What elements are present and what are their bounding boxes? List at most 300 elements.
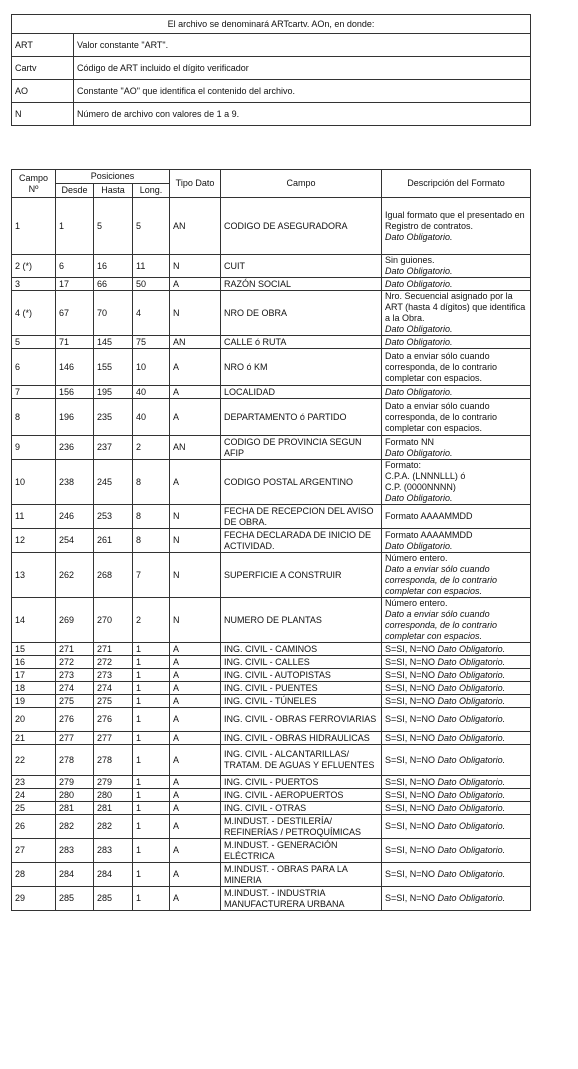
format-text: Nro. Secuencial asignado por la ART (hasta 4 dígitos) que identifica a la Obra. xyxy=(385,291,526,323)
header-campo: Campo xyxy=(221,170,382,198)
obligatorio-note: Dato Obligatorio. xyxy=(437,893,506,903)
format-description xyxy=(382,553,531,598)
table-row xyxy=(12,732,531,745)
format-description xyxy=(382,776,531,789)
field-name: ING. CIVIL - PUENTES xyxy=(221,682,382,695)
pos-desde: 281 xyxy=(56,802,94,815)
format-text: Formato AAAAMMDD xyxy=(385,529,473,540)
format-text: S=SI, N=NO xyxy=(385,754,436,765)
field-name: NUMERO DE PLANTAS xyxy=(221,598,382,643)
pos-hasta: 277 xyxy=(94,732,133,745)
field-number: 16 xyxy=(12,656,56,669)
pos-desde: 254 xyxy=(56,529,94,553)
field-number: 7 xyxy=(12,386,56,399)
field-number: 25 xyxy=(12,802,56,815)
field-name: RAZÓN SOCIAL xyxy=(221,278,382,291)
obligatorio-note: Dato Obligatorio. xyxy=(385,447,453,458)
field-name: M.INDUST. - INDUSTRIA MANUFACTURERA URBANA xyxy=(221,887,382,911)
pos-long: 8 xyxy=(133,505,170,529)
field-number: 27 xyxy=(12,839,56,863)
format-text: S=SI, N=NO xyxy=(385,789,436,800)
format-text: Número entero. xyxy=(385,598,448,608)
field-name: ING. CIVIL - CALLES xyxy=(221,656,382,669)
obligatorio-note: Dato Obligatorio. xyxy=(385,324,453,334)
table-row xyxy=(12,399,531,436)
format-text: S=SI, N=NO xyxy=(385,695,436,706)
pos-long: 1 xyxy=(133,863,170,887)
pos-desde: 279 xyxy=(56,776,94,789)
format-text: S=SI, N=NO xyxy=(385,802,436,813)
table-row xyxy=(12,278,531,291)
table-row xyxy=(12,776,531,789)
pos-long: 1 xyxy=(133,802,170,815)
table-row xyxy=(12,887,531,911)
format-description xyxy=(382,669,531,682)
format-description xyxy=(382,460,531,505)
field-name: ING. CIVIL - OBRAS FERROVIARIAS xyxy=(221,708,382,732)
obligatorio-note: Dato Obligatorio. xyxy=(385,231,453,242)
field-number: 12 xyxy=(12,529,56,553)
format-description xyxy=(382,656,531,669)
field-name: NRO DE OBRA xyxy=(221,291,382,336)
pos-desde: 285 xyxy=(56,887,94,911)
field-number: 22 xyxy=(12,745,56,776)
field-format-table xyxy=(11,169,531,911)
definition-value: Código de ART incluido el dígito verificador xyxy=(74,57,531,80)
pos-long: 1 xyxy=(133,745,170,776)
data-type: A xyxy=(170,278,221,291)
field-number: 19 xyxy=(12,695,56,708)
definition-row xyxy=(12,57,531,80)
data-type: AN xyxy=(170,336,221,349)
format-description xyxy=(382,436,531,460)
pos-long: 1 xyxy=(133,708,170,732)
pos-desde: 282 xyxy=(56,815,94,839)
format-text: S=SI, N=NO xyxy=(385,845,436,855)
field-name: CODIGO POSTAL ARGENTINO xyxy=(221,460,382,505)
pos-hasta: 66 xyxy=(94,278,133,291)
pos-desde: 274 xyxy=(56,682,94,695)
field-number: 29 xyxy=(12,887,56,911)
definition-row xyxy=(12,34,531,57)
pos-desde: 1 xyxy=(56,198,94,255)
table-row xyxy=(12,669,531,682)
pos-hasta: 268 xyxy=(94,553,133,598)
obligatorio-note: Dato Obligatorio. xyxy=(437,643,506,654)
definition-row xyxy=(12,103,531,126)
table-row xyxy=(12,643,531,656)
pos-long: 50 xyxy=(133,278,170,291)
field-name: ING. CIVIL - PUERTOS xyxy=(221,776,382,789)
pos-long: 11 xyxy=(133,255,170,278)
pos-desde: 67 xyxy=(56,291,94,336)
pos-desde: 277 xyxy=(56,732,94,745)
pos-hasta: 145 xyxy=(94,336,133,349)
format-description xyxy=(382,255,531,278)
format-text: S=SI, N=NO xyxy=(385,682,436,693)
table-row xyxy=(12,198,531,255)
pos-long: 10 xyxy=(133,349,170,386)
data-type: A xyxy=(170,695,221,708)
format-description xyxy=(382,399,531,436)
format-text: S=SI, N=NO xyxy=(385,776,436,787)
field-number: 5 xyxy=(12,336,56,349)
field-number: 15 xyxy=(12,643,56,656)
pos-desde: 238 xyxy=(56,460,94,505)
format-description xyxy=(382,732,531,745)
pos-long: 1 xyxy=(133,776,170,789)
table-row xyxy=(12,529,531,553)
pos-hasta: 253 xyxy=(94,505,133,529)
format-text: S=SI, N=NO xyxy=(385,714,436,724)
filename-title: El archivo se denominará ARTcartv. AOn, en donde: xyxy=(12,15,531,34)
header-hasta: Hasta xyxy=(94,184,133,198)
definition-key: Cartv xyxy=(12,57,74,80)
data-type: A xyxy=(170,349,221,386)
obligatorio-note: Dato Obligatorio. xyxy=(437,821,506,831)
field-name: CODIGO DE ASEGURADORA xyxy=(221,198,382,255)
table-row xyxy=(12,745,531,776)
definition-row xyxy=(12,80,531,103)
pos-long: 40 xyxy=(133,399,170,436)
field-number: 28 xyxy=(12,863,56,887)
obligatorio-note: Dato Obligatorio. xyxy=(385,336,453,347)
pos-long: 1 xyxy=(133,887,170,911)
pos-long: 1 xyxy=(133,682,170,695)
pos-hasta: 280 xyxy=(94,789,133,802)
data-type: A xyxy=(170,776,221,789)
obligatorio-note: Dato Obligatorio. xyxy=(437,669,506,680)
obligatorio-note: Dato a enviar sólo cuando corresponda, de lo contrario completar con espacios. xyxy=(385,564,498,596)
obligatorio-note: Dato Obligatorio. xyxy=(437,754,506,765)
pos-desde: 196 xyxy=(56,399,94,436)
field-name: M.INDUST. - GENERACIÓN ELÉCTRICA xyxy=(221,839,382,863)
data-type: A xyxy=(170,399,221,436)
pos-hasta: 195 xyxy=(94,386,133,399)
field-number: 4 (*) xyxy=(12,291,56,336)
table-row xyxy=(12,553,531,598)
table-row xyxy=(12,436,531,460)
table-row xyxy=(12,349,531,386)
field-number: 13 xyxy=(12,553,56,598)
data-type: A xyxy=(170,887,221,911)
obligatorio-note: Dato Obligatorio. xyxy=(437,682,506,693)
format-description xyxy=(382,336,531,349)
field-number: 17 xyxy=(12,669,56,682)
field-number: 10 xyxy=(12,460,56,505)
pos-desde: 284 xyxy=(56,863,94,887)
obligatorio-note: Dato Obligatorio. xyxy=(385,266,453,276)
pos-desde: 71 xyxy=(56,336,94,349)
field-rows xyxy=(12,198,531,911)
header-campo-number: Campo Nº xyxy=(12,170,56,198)
pos-hasta: 155 xyxy=(94,349,133,386)
pos-desde: 156 xyxy=(56,386,94,399)
field-name: ING. CIVIL - TÚNELES xyxy=(221,695,382,708)
field-name: CALLE ó RUTA xyxy=(221,336,382,349)
pos-hasta: 275 xyxy=(94,695,133,708)
pos-long: 1 xyxy=(133,669,170,682)
obligatorio-note: Dato Obligatorio. xyxy=(437,789,506,800)
pos-desde: 146 xyxy=(56,349,94,386)
field-name: ING. CIVIL - AUTOPISTAS xyxy=(221,669,382,682)
data-type: A xyxy=(170,669,221,682)
table-row xyxy=(12,505,531,529)
table-row xyxy=(12,802,531,815)
obligatorio-note: Dato Obligatorio. xyxy=(437,845,506,855)
definition-key: N xyxy=(12,103,74,126)
data-type: A xyxy=(170,460,221,505)
pos-desde: 269 xyxy=(56,598,94,643)
data-type: N xyxy=(170,291,221,336)
format-description xyxy=(382,745,531,776)
field-name: FECHA DE RECEPCION DEL AVISO DE OBRA. xyxy=(221,505,382,529)
obligatorio-note: Dato Obligatorio. xyxy=(437,802,506,813)
format-description xyxy=(382,598,531,643)
format-text: Dato a enviar sólo cuando corresponda, de lo contrario completar con espacios. xyxy=(385,350,498,383)
definition-key: AO xyxy=(12,80,74,103)
pos-hasta: 279 xyxy=(94,776,133,789)
obligatorio-note: Dato Obligatorio. xyxy=(437,695,506,706)
pos-long: 1 xyxy=(133,732,170,745)
table-row xyxy=(12,386,531,399)
header-descripcion: Descripción del Formato xyxy=(382,170,531,198)
format-description xyxy=(382,349,531,386)
definition-value: Constante "AO" que identifica el contenido del archivo. xyxy=(74,80,531,103)
field-number: 21 xyxy=(12,732,56,745)
pos-hasta: 16 xyxy=(94,255,133,278)
field-number: 20 xyxy=(12,708,56,732)
pos-hasta: 261 xyxy=(94,529,133,553)
format-text: S=SI, N=NO xyxy=(385,821,436,831)
format-description xyxy=(382,839,531,863)
pos-long: 7 xyxy=(133,553,170,598)
field-number: 26 xyxy=(12,815,56,839)
format-text: Igual formato que el presentado en Registro de contratos. xyxy=(385,209,525,231)
field-name: ING. CIVIL - CAMINOS xyxy=(221,643,382,656)
obligatorio-note: Dato a enviar sólo cuando corresponda, de lo contrario completar con espacios. xyxy=(385,609,498,641)
format-description xyxy=(382,643,531,656)
field-number: 24 xyxy=(12,789,56,802)
pos-desde: 280 xyxy=(56,789,94,802)
obligatorio-note: Dato Obligatorio. xyxy=(385,493,453,503)
format-description xyxy=(382,682,531,695)
field-name: LOCALIDAD xyxy=(221,386,382,399)
pos-hasta: 284 xyxy=(94,863,133,887)
table-row xyxy=(12,863,531,887)
definition-value: Valor constante "ART". xyxy=(74,34,531,57)
field-name: NRO ó KM xyxy=(221,349,382,386)
obligatorio-note: Dato Obligatorio. xyxy=(437,869,506,879)
field-name: ING. CIVIL - OTRAS xyxy=(221,802,382,815)
data-type: A xyxy=(170,682,221,695)
data-type: N xyxy=(170,598,221,643)
format-text: Formato NN xyxy=(385,436,435,447)
obligatorio-note: Dato Obligatorio. xyxy=(437,714,506,724)
table-row xyxy=(12,598,531,643)
pos-long: 8 xyxy=(133,529,170,553)
table-row xyxy=(12,789,531,802)
definition-key: ART xyxy=(12,34,74,57)
definition-value: Número de archivo con valores de 1 a 9. xyxy=(74,103,531,126)
field-number: 11 xyxy=(12,505,56,529)
header-long: Long. xyxy=(133,184,170,198)
header-desde: Desde xyxy=(56,184,94,198)
data-type: N xyxy=(170,255,221,278)
field-name: M.INDUST. - DESTILERÍA/ REFINERÍAS / PETROQUÍMICAS xyxy=(221,815,382,839)
pos-desde: 272 xyxy=(56,656,94,669)
obligatorio-note: Dato Obligatorio. xyxy=(437,656,506,667)
pos-hasta: 273 xyxy=(94,669,133,682)
pos-desde: 273 xyxy=(56,669,94,682)
format-text: Sin guiones. xyxy=(385,255,435,265)
field-name: ING. CIVIL - OBRAS HIDRAULICAS xyxy=(221,732,382,745)
header-tipo-dato: Tipo Dato xyxy=(170,170,221,198)
pos-hasta: 237 xyxy=(94,436,133,460)
format-description xyxy=(382,802,531,815)
obligatorio-note: Dato Obligatorio. xyxy=(385,386,453,397)
data-type: A xyxy=(170,386,221,399)
table-row xyxy=(12,682,531,695)
table-row xyxy=(12,839,531,863)
pos-hasta: 281 xyxy=(94,802,133,815)
pos-hasta: 5 xyxy=(94,198,133,255)
obligatorio-note: Dato Obligatorio. xyxy=(385,540,453,551)
data-type: A xyxy=(170,732,221,745)
format-description xyxy=(382,815,531,839)
format-description xyxy=(382,695,531,708)
pos-hasta: 245 xyxy=(94,460,133,505)
pos-long: 1 xyxy=(133,656,170,669)
obligatorio-note: Dato Obligatorio. xyxy=(437,732,506,743)
field-number: 23 xyxy=(12,776,56,789)
pos-long: 2 xyxy=(133,436,170,460)
data-type: A xyxy=(170,656,221,669)
format-text: Dato a enviar sólo cuando corresponda, de lo contrario completar con espacios. xyxy=(385,400,498,433)
field-number: 1 xyxy=(12,198,56,255)
pos-desde: 278 xyxy=(56,745,94,776)
data-type: AN xyxy=(170,436,221,460)
pos-hasta: 278 xyxy=(94,745,133,776)
format-text: Formato AAAAMMDD xyxy=(385,511,473,521)
pos-desde: 17 xyxy=(56,278,94,291)
pos-long: 4 xyxy=(133,291,170,336)
table-row xyxy=(12,255,531,278)
field-name: CODIGO DE PROVINCIA SEGUN AFIP xyxy=(221,436,382,460)
data-type: N xyxy=(170,529,221,553)
format-description xyxy=(382,505,531,529)
header-posiciones: Posiciones xyxy=(56,170,170,184)
table-row xyxy=(12,656,531,669)
data-type: N xyxy=(170,553,221,598)
data-type: A xyxy=(170,863,221,887)
pos-hasta: 283 xyxy=(94,839,133,863)
pos-long: 2 xyxy=(133,598,170,643)
pos-long: 8 xyxy=(133,460,170,505)
field-number: 6 xyxy=(12,349,56,386)
data-type: A xyxy=(170,643,221,656)
pos-long: 1 xyxy=(133,643,170,656)
format-description xyxy=(382,529,531,553)
table-row xyxy=(12,695,531,708)
field-number: 14 xyxy=(12,598,56,643)
pos-desde: 236 xyxy=(56,436,94,460)
field-name: ING. CIVIL - ALCANTARILLAS/ TRATAM. DE AGUAS Y EFLUENTES xyxy=(221,745,382,776)
pos-desde: 283 xyxy=(56,839,94,863)
pos-hasta: 70 xyxy=(94,291,133,336)
field-number: 18 xyxy=(12,682,56,695)
obligatorio-note: Dato Obligatorio. xyxy=(385,278,453,289)
pos-desde: 262 xyxy=(56,553,94,598)
data-type: A xyxy=(170,745,221,776)
field-name: ING. CIVIL - AEROPUERTOS xyxy=(221,789,382,802)
pos-hasta: 272 xyxy=(94,656,133,669)
field-number: 3 xyxy=(12,278,56,291)
format-description xyxy=(382,789,531,802)
field-name: FECHA DECLARADA DE INICIO DE ACTIVIDAD. xyxy=(221,529,382,553)
field-number: 8 xyxy=(12,399,56,436)
format-description xyxy=(382,887,531,911)
field-name: CUIT xyxy=(221,255,382,278)
field-name: DEPARTAMENTO ó PARTIDO xyxy=(221,399,382,436)
pos-long: 1 xyxy=(133,695,170,708)
pos-desde: 276 xyxy=(56,708,94,732)
pos-long: 5 xyxy=(133,198,170,255)
field-name: M.INDUST. - OBRAS PARA LA MINERIA xyxy=(221,863,382,887)
format-description xyxy=(382,708,531,732)
data-type: A xyxy=(170,708,221,732)
pos-desde: 246 xyxy=(56,505,94,529)
pos-long: 1 xyxy=(133,815,170,839)
format-text: Número entero. xyxy=(385,553,448,563)
table-row xyxy=(12,460,531,505)
data-type: A xyxy=(170,815,221,839)
format-text: S=SI, N=NO xyxy=(385,893,436,903)
data-type: N xyxy=(170,505,221,529)
obligatorio-note: Dato Obligatorio. xyxy=(437,776,506,787)
format-text: S=SI, N=NO xyxy=(385,869,436,879)
format-text: Formato: C.P.A. (LNNNLLL) ó C.P. (0000NNNN) xyxy=(385,460,466,492)
pos-hasta: 270 xyxy=(94,598,133,643)
data-type: A xyxy=(170,839,221,863)
format-description xyxy=(382,291,531,336)
pos-hasta: 285 xyxy=(94,887,133,911)
format-description xyxy=(382,863,531,887)
data-type: A xyxy=(170,789,221,802)
field-number: 2 (*) xyxy=(12,255,56,278)
pos-hasta: 276 xyxy=(94,708,133,732)
pos-desde: 271 xyxy=(56,643,94,656)
field-name: SUPERFICIE A CONSTRUIR xyxy=(221,553,382,598)
format-text: S=SI, N=NO xyxy=(385,669,436,680)
pos-long: 40 xyxy=(133,386,170,399)
data-type: A xyxy=(170,802,221,815)
format-text: S=SI, N=NO xyxy=(385,643,436,654)
field-number: 9 xyxy=(12,436,56,460)
table-row xyxy=(12,336,531,349)
format-description xyxy=(382,198,531,255)
data-type: AN xyxy=(170,198,221,255)
table-row xyxy=(12,815,531,839)
pos-desde: 6 xyxy=(56,255,94,278)
pos-hasta: 235 xyxy=(94,399,133,436)
table-row xyxy=(12,708,531,732)
pos-hasta: 282 xyxy=(94,815,133,839)
format-text: S=SI, N=NO xyxy=(385,732,436,743)
pos-hasta: 274 xyxy=(94,682,133,695)
pos-long: 1 xyxy=(133,839,170,863)
filename-definition-table xyxy=(11,14,531,126)
